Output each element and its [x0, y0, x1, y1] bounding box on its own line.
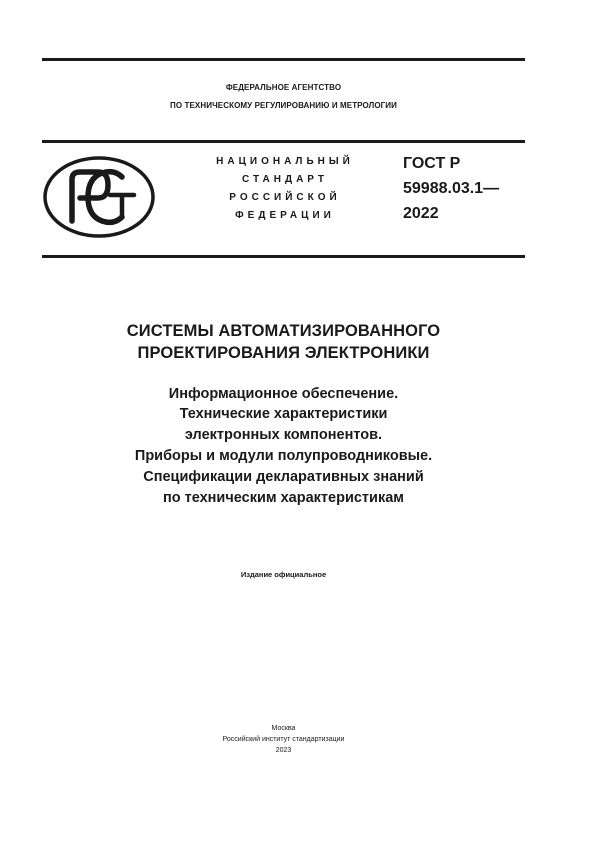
bottom-divider: [42, 255, 525, 258]
standard-type-line4: ФЕДЕРАЦИИ: [235, 210, 335, 221]
publisher-name: Российский институт стандартизации: [222, 736, 345, 743]
top-divider: [42, 58, 525, 61]
document-subtitle-line6: по техническим характеристикам: [162, 490, 404, 506]
standard-type-line3: РОССИЙСКОЙ: [229, 192, 341, 203]
agency-name-line1: ФЕДЕРАЛЬНОЕ АГЕНТСТВО: [225, 83, 342, 92]
document-subtitle-line1: Информационное обеспечение.: [168, 386, 399, 402]
gost-r-emblem-icon: [42, 155, 156, 239]
middle-divider: [42, 140, 525, 143]
document-subtitle-line3: электронных компонентов.: [184, 427, 383, 443]
edition-note: Издание официальное: [240, 570, 327, 579]
publisher-city: Москва: [271, 725, 296, 732]
standard-designation-line3: 2022: [403, 205, 439, 222]
document-subtitle-line4: Приборы и модули полупроводниковые.: [134, 448, 433, 464]
standard-designation-line1: ГОСТ Р: [403, 155, 461, 172]
document-title-line2: ПРОЕКТИРОВАНИЯ ЭЛЕКТРОНИКИ: [137, 344, 430, 362]
standard-type-line1: НАЦИОНАЛЬНЫЙ: [216, 156, 354, 167]
document-title-line1: СИСТЕМЫ АВТОМАТИЗИРОВАННОГО: [126, 322, 441, 340]
standard-type-line2: СТАНДАРТ: [242, 174, 328, 185]
standard-designation-line2: 59988.03.1—: [403, 180, 500, 197]
document-subtitle-line2: Технические характеристики: [179, 406, 388, 422]
agency-name-line2: ПО ТЕХНИЧЕСКОМУ РЕГУЛИРОВАНИЮ И МЕТРОЛОГИИ: [169, 101, 398, 110]
publication-year: 2023: [275, 747, 292, 754]
document-subtitle-line5: Спецификации декларативных знаний: [143, 469, 424, 485]
